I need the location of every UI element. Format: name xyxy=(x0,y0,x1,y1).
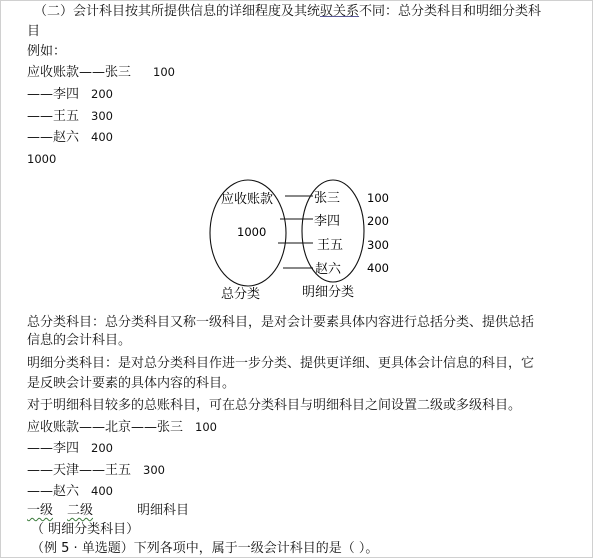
example1-row-3 xyxy=(27,108,113,125)
example2-amount: 100 xyxy=(195,420,217,434)
diagram-detail-value: 400 xyxy=(367,261,389,275)
heading-text-1: （二）会计科目按其所提供信息的详细程度及其统 xyxy=(34,4,321,19)
general-account-definition-2: 信息的会计科目。 xyxy=(27,333,132,348)
heading-text-2: 不同：总分类科目和明细分类科 xyxy=(359,4,542,19)
example1-row-2 xyxy=(27,86,113,103)
example2-amount: 300 xyxy=(143,463,165,477)
example2-row-1 xyxy=(27,419,217,436)
example2-account: ——赵六 xyxy=(27,484,80,499)
detail-account-definition-1: 明细分类科目：是对总分类科目作进一步分类、提供更详细、更具体会计信息的科目，它 xyxy=(27,356,535,371)
multilevel-account-note: 对于明细科目较多的总账科目，可在总分类科目与明细科目之间设置二级或多级科目。 xyxy=(27,398,522,413)
section-heading xyxy=(34,4,541,20)
heading-linked-text: 驭关系 xyxy=(320,4,360,19)
account-levels xyxy=(27,503,189,519)
example2-account: 应收账款——北京——张三 xyxy=(27,420,184,435)
example2-account: ——李四 xyxy=(27,441,80,456)
example2-amount: 200 xyxy=(91,441,113,455)
diagram-detail-item: 赵六 xyxy=(315,262,342,277)
parenthetical-note: （ 明细分类科目） xyxy=(31,522,140,537)
example2-row-4 xyxy=(27,483,113,500)
example1-account: 应收账款——张三 xyxy=(27,65,132,80)
example1-total: 1000 xyxy=(27,152,57,166)
detail-account-definition-2: 是反映会计要素的具体内容的科目。 xyxy=(27,376,236,391)
example1-amount: 300 xyxy=(91,109,113,123)
diagram-detail-caption: 明细分类 xyxy=(302,285,355,300)
example1-amount: 100 xyxy=(153,65,175,79)
diagram-detail-item: 张三 xyxy=(314,191,341,206)
level-second: 二级 xyxy=(67,503,94,518)
example1-account: ——赵六 xyxy=(27,130,80,145)
example-label: 例如： xyxy=(27,44,67,59)
diagram-general-value: 1000 xyxy=(237,225,267,239)
example1-account: ——王五 xyxy=(27,109,80,124)
heading-line-2: 目 xyxy=(27,24,41,39)
example2-account: ——天津——王五 xyxy=(27,463,132,478)
diagram-detail-item: 王五 xyxy=(317,238,344,253)
diagram-detail-value: 300 xyxy=(367,238,389,252)
example1-amount: 400 xyxy=(91,130,113,144)
example2-amount: 400 xyxy=(91,484,113,498)
example1-row-4 xyxy=(27,129,113,146)
example1-account: ——李四 xyxy=(27,87,80,102)
diagram-detail-item: 李四 xyxy=(314,214,341,229)
level-detail: 明细科目 xyxy=(137,503,190,518)
level-first: 一级 xyxy=(27,503,54,518)
diagram-detail-value: 200 xyxy=(367,214,389,228)
general-account-definition-1: 总分类科目：总分类科目又称一级科目，是对会计要素具体内容进行总括分类、提供总括 xyxy=(27,315,535,330)
example2-row-2 xyxy=(27,440,113,457)
example1-row-1 xyxy=(27,64,175,81)
diagram-detail-value: 100 xyxy=(367,191,389,205)
exam-question: （例 5 · 单选题）下列各项中，属于一级会计科目的是（ ）。 xyxy=(31,541,379,556)
diagram-general-account: 应收账款 xyxy=(221,192,274,207)
example2-row-3 xyxy=(27,462,165,479)
diagram-general-caption: 总分类 xyxy=(221,287,261,302)
example1-amount: 200 xyxy=(91,87,113,101)
